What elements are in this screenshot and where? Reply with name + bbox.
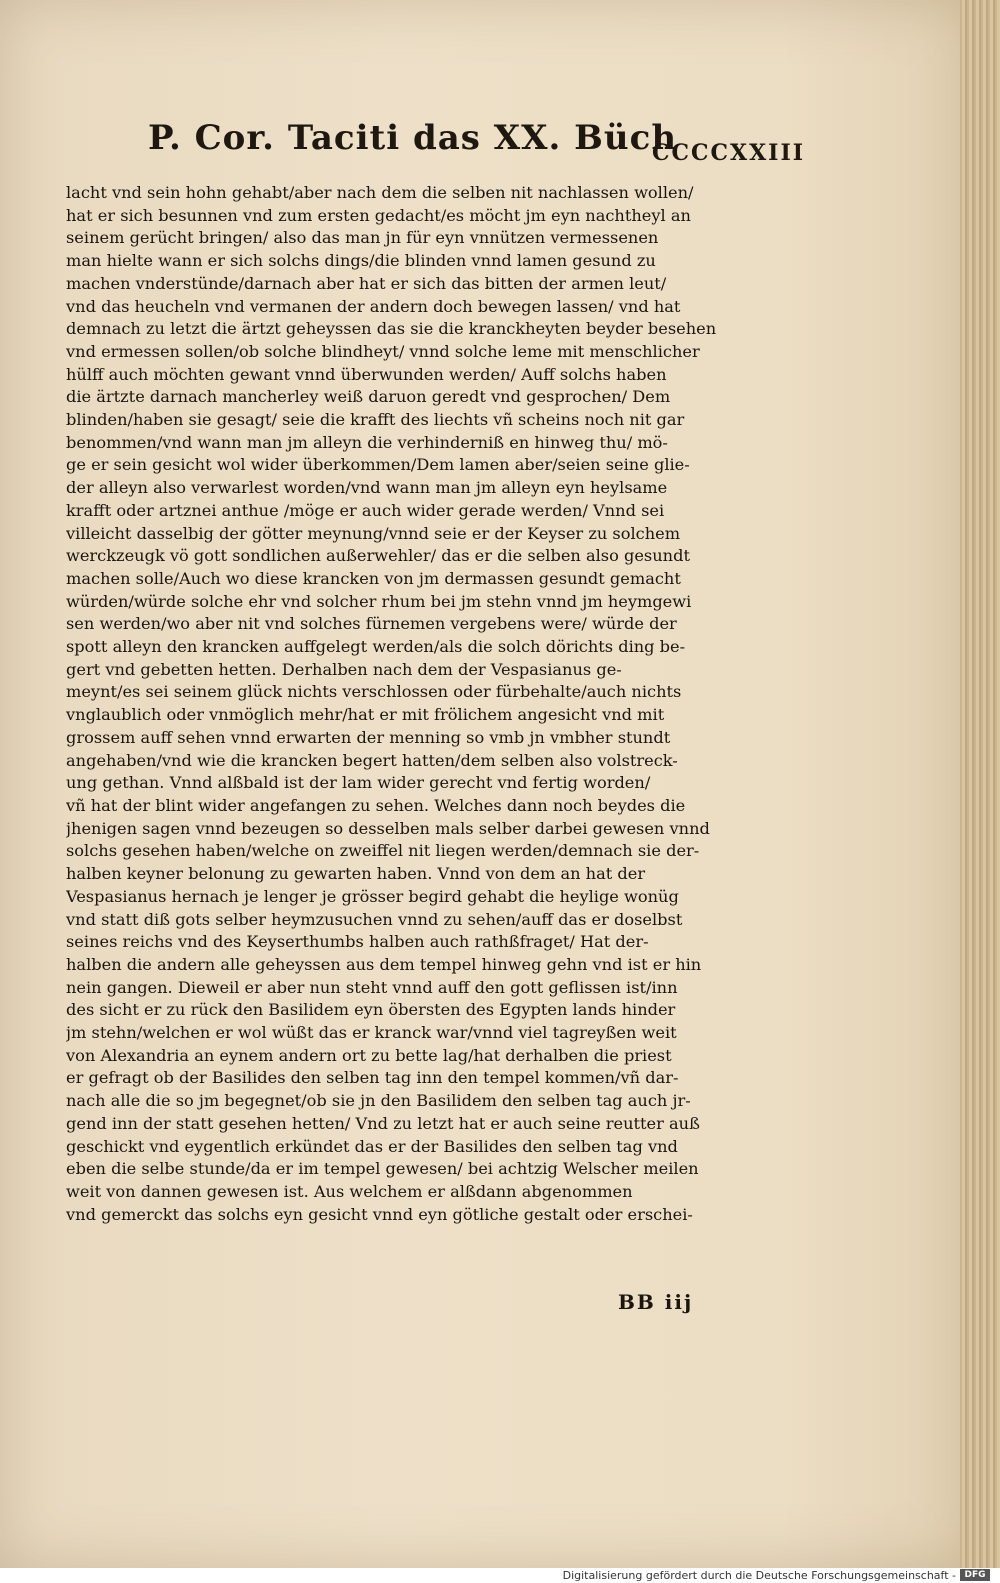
signature-mark: BB iij [618, 1290, 694, 1314]
text-line: der alleyn also verwarlest worden/vnd wann man jm alleyn eyn heylsame [66, 478, 668, 498]
text-line: vnd ermessen sollen/ob solche blindheyt/ vnnd solche leme mit menschlicher [66, 341, 700, 361]
funding-notice: Digitalisierung gefördert durch die Deutsche Forschungsgemeinschaft - [562, 1569, 956, 1582]
text-line: jm stehn/welchen er wol wüßt das er kranck war/vnnd viel tagreyßen weit [66, 1023, 677, 1043]
text-line: demnach zu letzt die ärtzt geheyssen das sie die kranckheyten beyder besehen [66, 319, 717, 339]
text-line: grossem auff sehen vnnd erwarten der menning so vmb jn vmbher stundt [66, 727, 671, 747]
text-line: Vespasianus hernach je lenger je grösser begird gehabt die heylige wonüg [66, 886, 679, 906]
text-line: des sicht er zu rück den Basilidem eyn öbersten des Egypten lands hinder [66, 1000, 676, 1020]
text-line: man hielte wann er sich solchs dings/die blinden vnnd lamen gesund zu [66, 251, 656, 271]
text-line: vñ hat der blint wider angefangen zu sehen. Welches dann noch beydes die [66, 795, 686, 815]
text-line: krafft oder artznei anthue /möge er auch wider gerade werden/ Vnnd sei [66, 500, 665, 520]
text-line: villeicht dasselbig der götter meynung/vnnd seie er der Keyser zu solchem [66, 523, 681, 543]
text-line: er gefragt ob der Basilides den selben tag inn den tempel kommen/vñ dar- [66, 1068, 679, 1088]
text-line: gert vnd gebetten hetten. Derhalben nach dem der Vespasianus ge- [66, 659, 622, 679]
text-line: weit von dannen gewesen ist. Aus welchem er alßdann abgenommen [66, 1181, 633, 1201]
page-edge-stack [960, 0, 1000, 1570]
text-line: vnd gemerckt das solchs eyn gesicht vnnd eyn götliche gestalt oder erschei- [66, 1204, 693, 1224]
running-title: P. Cor. Taciti das XX. Büch [148, 118, 678, 158]
text-line: spott alleyn den krancken auffgelegt werden/als die solch dörichts ding be- [66, 637, 686, 657]
text-line: jhenigen sagen vnnd bezeugen so desselben mals selber darbei gewesen vnnd [66, 818, 710, 838]
text-line: hat er sich besunnen vnd zum ersten gedacht/es möcht jm eyn nachtheyl an [66, 205, 691, 225]
text-line: gend inn der statt gesehen hetten/ Vnd zu letzt hat er auch seine reutter auß [66, 1113, 700, 1133]
text-line: lacht vnd sein hohn gehabt/aber nach dem die selben nit nachlassen wollen/ [66, 183, 694, 202]
text-line: ung gethan. Vnnd alßbald ist der lam wider gerecht vnd fertig worden/ [66, 773, 651, 793]
text-line: von Alexandria an eynem andern ort zu bette lag/hat derhalben die priest [66, 1045, 672, 1065]
text-line: seinem gerücht bringen/ also das man jn für eyn vnnützen vermessenen [66, 228, 659, 248]
folio-number: CCCCXXIII [652, 140, 806, 166]
text-line: machen vnderstünde/darnach aber hat er sich das bitten der armen leut/ [66, 273, 667, 293]
text-line: blinden/haben sie gesagt/ seie die krafft des liechts vñ scheins noch nit gar [66, 410, 685, 430]
text-line: benommen/vnd wann man jm alleyn die verhinderniß en hinweg thu/ mö- [66, 432, 668, 452]
text-line: seines reichs vnd des Keyserthumbs halben auch rathßfraget/ Hat der- [66, 932, 649, 952]
text-line: würden/würde solche ehr vnd solcher rhum bei jm stehn vnnd jm heymgewi [66, 591, 692, 611]
text-line: solchs gesehen haben/welche on zweiffel nit liegen werden/demnach sie der- [66, 841, 700, 861]
text-line: vnd das heucheln vnd vermanen der andern doch bewegen lassen/ vnd hat [66, 296, 681, 316]
text-line: ge er sein gesicht wol wider überkommen/Dem lamen aber/seien seine glie- [66, 455, 690, 475]
text-line: meynt/es sei seinem glück nichts verschlossen oder fürbehalte/auch nichts [66, 682, 682, 702]
text-line: halben keyner belonung zu gewarten haben. Vnnd von dem an hat der [66, 864, 646, 884]
text-line: hülff auch möchten gewant vnnd überwunden werden/ Auff solchs haben [66, 364, 667, 384]
text-line: werckzeugk vö gott sondlichen außerwehler/ das er die selben also gesundt [66, 546, 690, 566]
text-line: die ärtzte darnach mancherley weiß daruon geredt vnd gesprochen/ Dem [66, 387, 671, 407]
text-line: nach alle die so jm begegnet/ob sie jn den Basilidem den selben tag auch jr- [66, 1091, 691, 1111]
text-line: angehaben/vnd wie die krancken begert hatten/dem selben also volstreck- [66, 750, 678, 770]
text-line: vnglaublich oder vnmöglich mehr/hat er mit frölichem angesicht vnd mit [66, 705, 665, 725]
text-line: nein gangen. Dieweil er aber nun steht vnnd auff den gott geflissen ist/inn [66, 977, 678, 997]
text-line: geschickt vnd eygentlich erkündet das er der Basilides den selben tag vnd [66, 1136, 678, 1156]
text-line: vnd statt diß gots selber heymzusuchen vnnd zu sehen/auff das er doselbst [66, 909, 683, 929]
text-line: halben die andern alle geheyssen aus dem tempel hinweg gehn vnd ist er hin [66, 954, 702, 974]
main-text-block [66, 182, 801, 1226]
text-line: sen werden/wo aber nit vnd solches fürnemen vergebens were/ würde der [66, 614, 677, 634]
text-line: eben die selbe stunde/da er im tempel gewesen/ bei achtzig Welscher meilen [66, 1159, 699, 1179]
dfg-logo: DFG [960, 1569, 990, 1581]
text-line: machen solle/Auch wo diese krancken von jm dermassen gesundt gemacht [66, 568, 681, 588]
